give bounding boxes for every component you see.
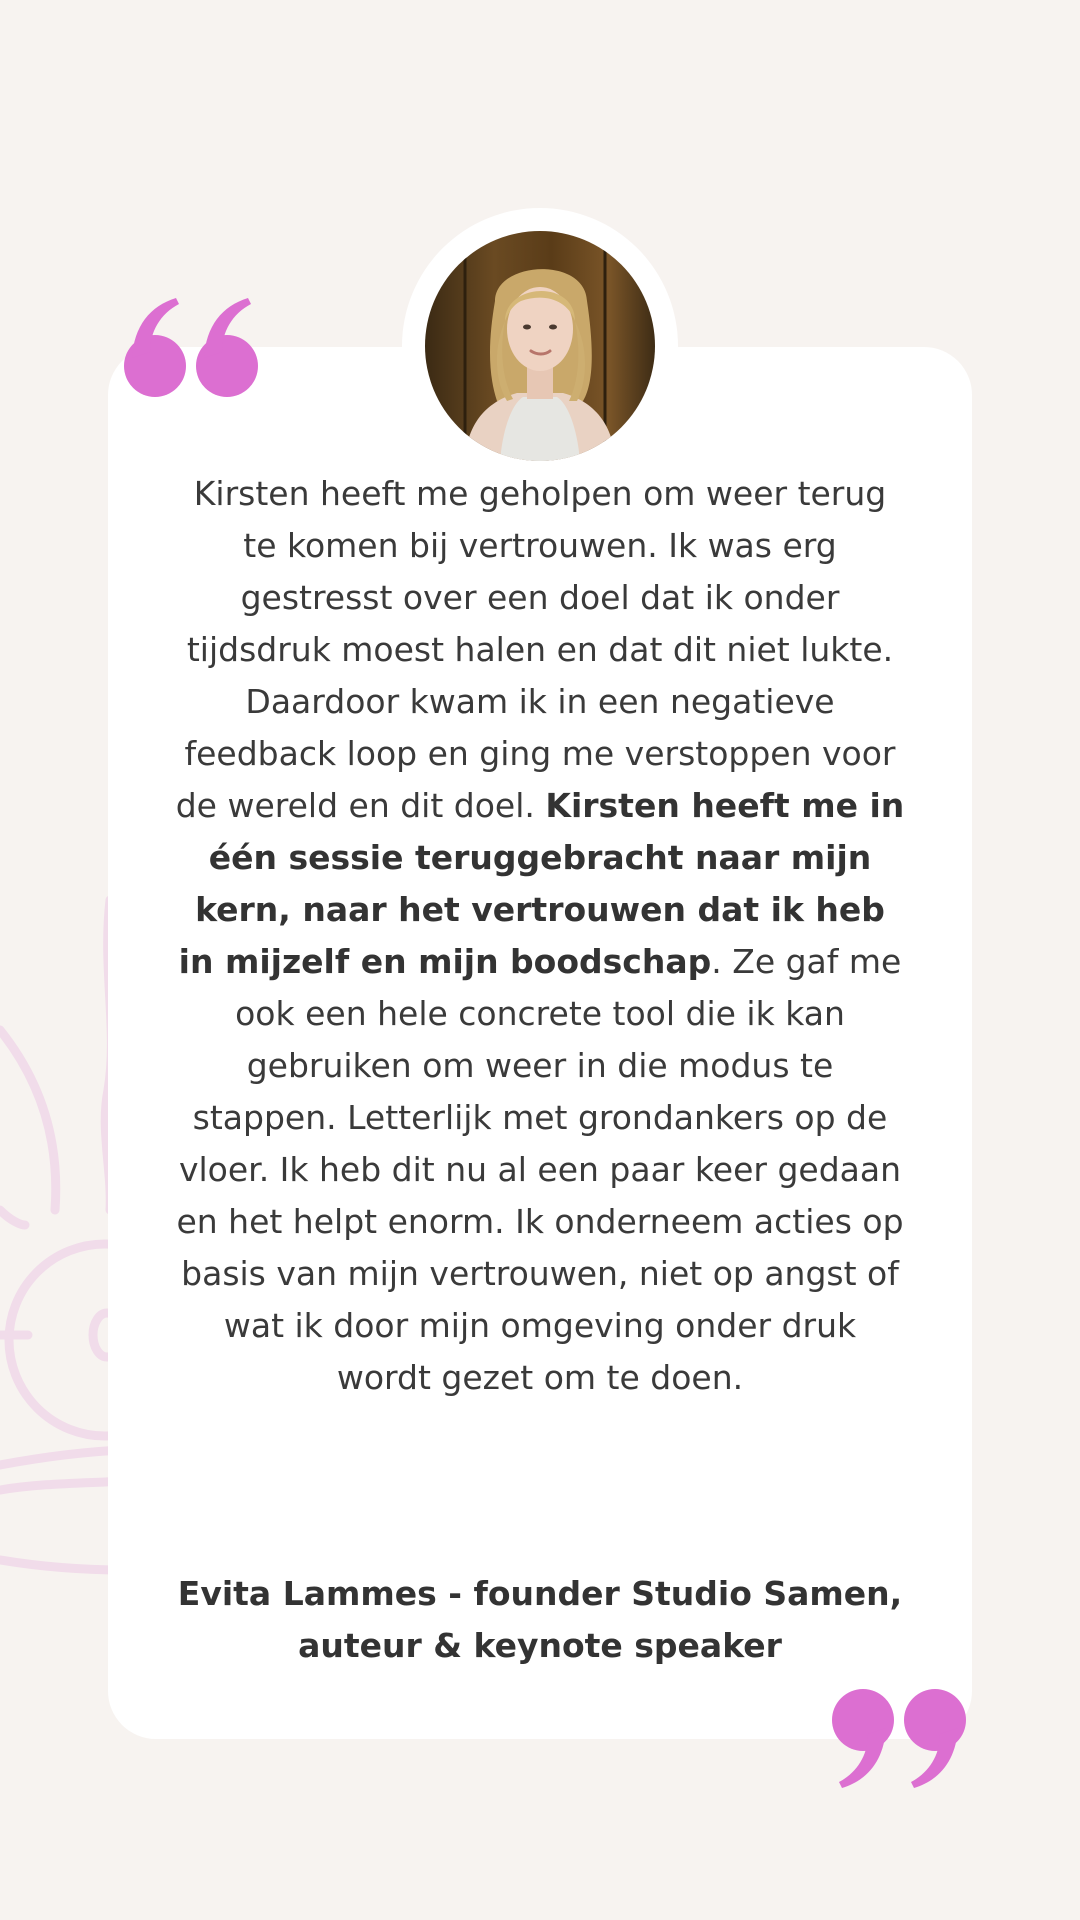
testimonial-highlight: Kirsten heeft me in één sessie teruggebracht naar mijn kern, naar het vertrouwen dat ik heb in mijzelf en mijn boodschap [178, 786, 905, 981]
avatar [425, 231, 655, 461]
close-quote-icon [830, 1688, 966, 1790]
testimonial-intro: Kirsten heeft me geholpen om weer terug te komen bij vertrouwen. Ik was erg gestresst over een doel dat ik onder tijdsdruk moest halen en dat dit niet lukte. Daardoor kwam ik in een negatieve feedback loop en ging me verstoppen voor de wereld en dit doel. [175, 474, 896, 825]
testimonial-rest: . Ze gaf me ook een hele concrete tool die ik kan gebruiken om weer in die modus te stappen. Letterlijk met grondankers op de vloer. Ik heb dit nu al een paar keer gedaan en het helpt enorm. Ik onderneem acties op basis van mijn vertrouwen, niet op angst of wat ik door mijn omgeving onder druk wordt gezet om te doen. [176, 942, 904, 1397]
testimonial-text [172, 468, 908, 1404]
person-portrait-icon [425, 231, 655, 461]
author-attribution: Evita Lammes - founder Studio Samen, auteur & keynote speaker [177, 1574, 903, 1665]
open-quote-icon [124, 296, 260, 398]
